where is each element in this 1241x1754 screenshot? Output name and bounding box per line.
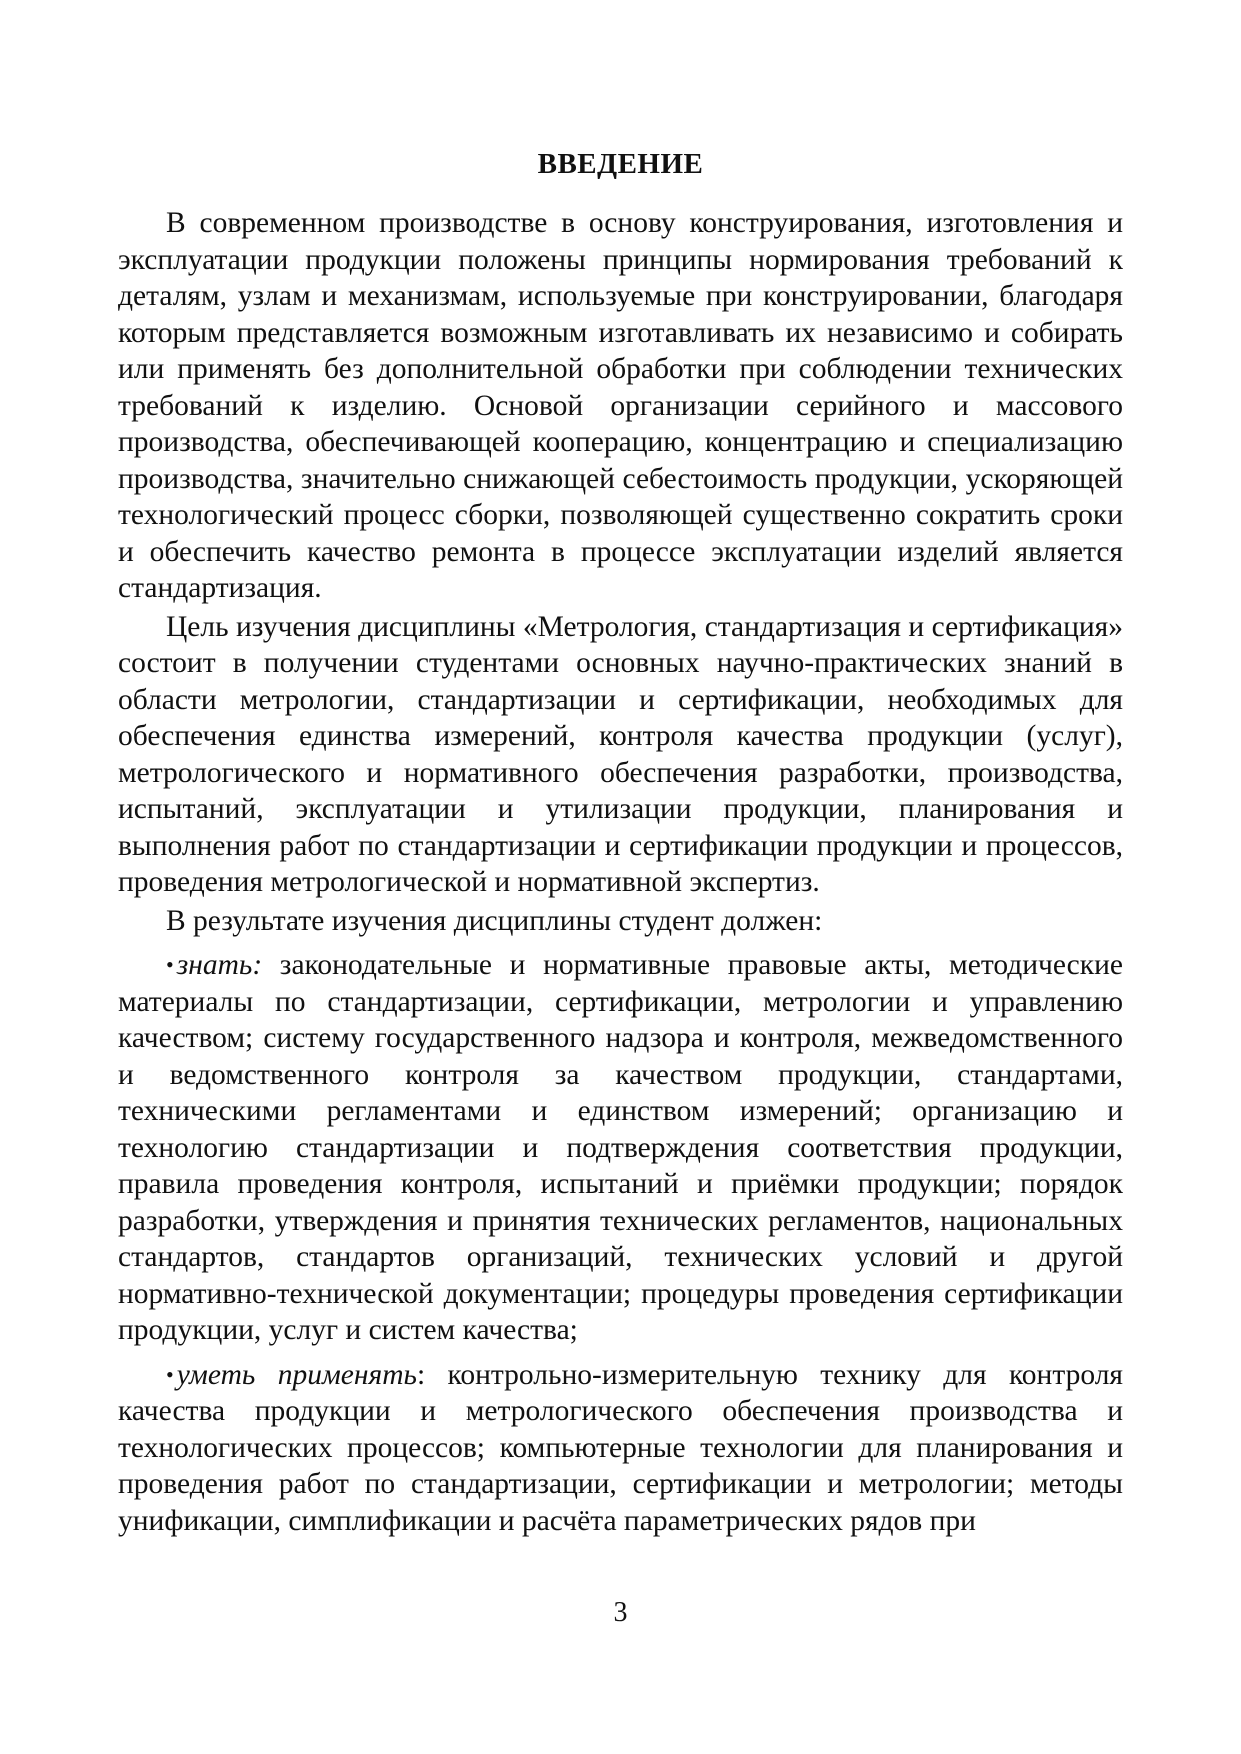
- bullet-item-apply: [118, 1357, 1123, 1540]
- page-number: 3: [613, 1597, 628, 1628]
- document-page: [118, 0, 1123, 1754]
- bullet-text: законодательные и нормативные правовые акты, методические материалы по стандартизации, сертификации, метрологии и управлению качеством; систему государственного надзора и контроля, межведомственного и ведомственного контроля за качеством продукции, стандартами, техническими регламентами и единством измерений; организацию и технологию стандартизации и подтверждения соответствия продукции, правила проведения контроля, испытаний и приёмки продукции; порядок разработки, утверждения и принятия технических регламентов, национальных стандартов, стандартов организаций, технических условий и другой нормативно-технической документации; процедуры проведения сертификации продукции, услуг и систем качества;: [118, 949, 1123, 1346]
- page-title: ВВЕДЕНИЕ: [537, 148, 704, 180]
- bullet-icon: •: [166, 952, 174, 977]
- document-body: [118, 205, 1123, 1539]
- bullet-icon: •: [166, 1361, 174, 1387]
- bullet-text: : контрольно-измерительную технику для контроля качества продукции и метрологического обеспечения производства и технологических процессов; компьютерные технологии для планирования и проведения работ по стандартизации, сертификации и метрологии; методы унификации, симплификации и расчёта параметрических рядов при: [118, 1358, 1123, 1537]
- bullet-term: знать:: [176, 949, 263, 981]
- bullet-term: уметь применять: [176, 1358, 417, 1391]
- paragraph-result: В результате изучения дисциплины студент должен:: [166, 904, 823, 937]
- paragraph-intro: В современном производстве в основу конструирования, изготовления и эксплуатации продукции положены принципы нормирования требований к деталям, узлам и механизмам, используемые при конструировании, благодаря которым представляется возможным изготавливать их независимо и собирать или применять без дополнительной обработки при соблюдении технических требований к изделию. Основой организации серийного и массового производства, обеспечивающей кооперацию, концентрацию и специализацию производства, значительно снижающей себестоимость продукции, ускоряющей технологический процесс сборки, позволяющей существенно сократить сроки и обеспечить качество ремонта в процессе эксплуатации изделий является стандартизация.: [118, 207, 1123, 604]
- bullet-item-know: [118, 947, 1123, 1349]
- paragraph-goal: Цель изучения дисциплины «Метрология, стандартизация и сертификация» состоит в получении студентами основных научно-практических знаний в области метрологии, стандартизации и сертификации, необходимых для обеспечения единства измерений, контроля качества продукции (услуг), метрологического и нормативного обеспечения разработки, производства, испытаний, эксплуатации и утилизации продукции, планирования и выполнения работ по стандартизации и сертификации продукции и процессов, проведения метрологической и нормативной экспертиз.: [118, 610, 1123, 898]
